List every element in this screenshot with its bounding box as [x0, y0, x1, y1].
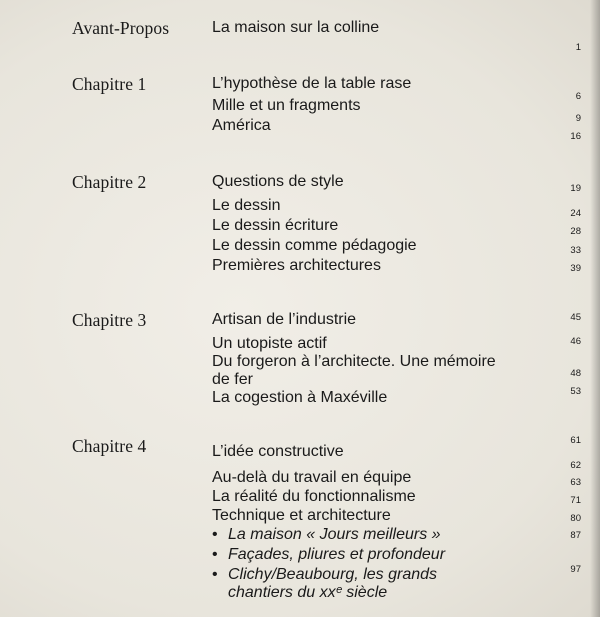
page-number: 87	[570, 530, 581, 541]
chapitre-1-label: Chapitre 1	[72, 74, 147, 94]
avant-propos-title: La maison sur la colline	[212, 19, 380, 36]
toc-entry: América	[212, 117, 271, 134]
page-number: 28	[570, 226, 581, 237]
bullet-icon: •	[212, 526, 218, 543]
toc-entry-continued: de fer	[212, 371, 253, 388]
toc-bullet-entry	[212, 545, 445, 564]
toc-entry: La réalité du fonctionnalisme	[212, 488, 416, 505]
bullet-icon: •	[212, 546, 218, 563]
toc-entry: Mille et un fragments	[212, 97, 361, 114]
chapitre-4-title: L’idée constructive	[212, 443, 344, 460]
avant-propos-label: Avant-Propos	[72, 18, 170, 38]
page-number: 24	[570, 208, 581, 219]
page-number: 97	[570, 564, 581, 575]
toc-entry: Le dessin comme pédagogie	[212, 237, 417, 254]
toc-bullet-entry	[212, 565, 437, 584]
page-number: 48	[570, 368, 581, 379]
page-number: 71	[570, 495, 581, 506]
chapitre-4-label: Chapitre 4	[72, 436, 147, 456]
toc-entry: Premières architectures	[212, 257, 381, 274]
page-number: 63	[570, 477, 581, 488]
page-number: 80	[570, 513, 581, 524]
bullet-text: La maison « Jours meilleurs »	[228, 526, 441, 543]
toc-bullet-entry	[212, 525, 441, 544]
chapitre-2-title: Questions de style	[212, 173, 344, 190]
page-number: 39	[570, 263, 581, 274]
page-number: 53	[570, 386, 581, 397]
page-number: 9	[575, 113, 581, 124]
toc-entry: La cogestion à Maxéville	[212, 389, 388, 406]
page-number: 16	[570, 131, 581, 142]
toc-entry: Technique et architecture	[212, 507, 391, 524]
page-number: 6	[575, 91, 581, 102]
chapitre-2-label: Chapitre 2	[72, 172, 147, 192]
page-number: 1	[575, 42, 581, 53]
bullet-icon: •	[212, 566, 218, 583]
page-number: 46	[570, 336, 581, 347]
page-number: 19	[570, 183, 581, 194]
page-number: 45	[570, 312, 581, 323]
toc-entry: Du forgeron à l’architecte. Une mémoire	[212, 353, 496, 370]
page-number: 33	[570, 245, 581, 256]
bullet-text-continued: chantiers du xxᵉ siècle	[228, 584, 388, 601]
bullet-text: Clichy/Beaubourg, les grands	[228, 566, 438, 583]
toc-entry: Le dessin	[212, 197, 281, 214]
page-edge-shadow	[590, 0, 600, 617]
chapitre-3-title: Artisan de l’industrie	[212, 311, 357, 328]
toc-entry: Un utopiste actif	[212, 335, 327, 352]
bullet-text: Façades, pliures et profondeur	[228, 546, 446, 563]
page-number: 61	[570, 435, 581, 446]
toc-entry: Le dessin écriture	[212, 217, 339, 234]
chapitre-3-label: Chapitre 3	[72, 310, 147, 330]
page-number: 62	[570, 460, 581, 471]
chapitre-1-title: L’hypothèse de la table rase	[212, 75, 412, 92]
toc-entry: Au-delà du travail en équipe	[212, 469, 412, 486]
